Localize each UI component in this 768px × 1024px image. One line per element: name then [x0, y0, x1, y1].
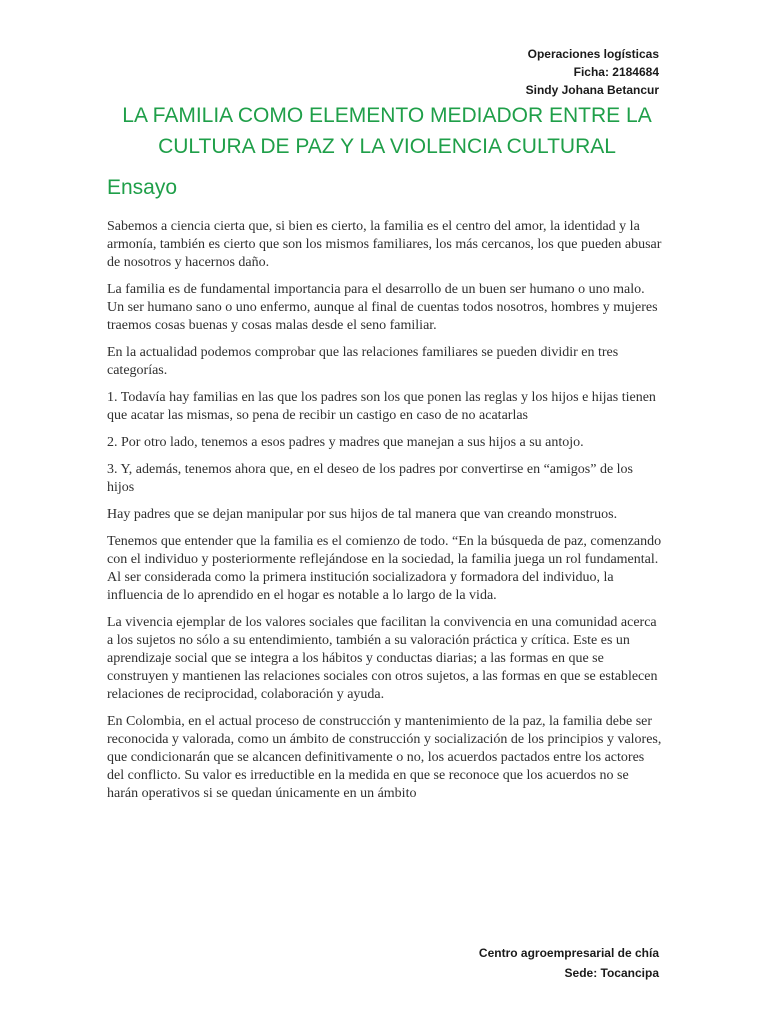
- author-name: Sindy Johana Betancur: [525, 83, 659, 97]
- paragraph: En Colombia, en el actual proceso de construcción y mantenimiento de la paz, la familia debe ser reconocida y valorada, como un ámbito de construcción y socialización de los principios y valores, que condicionarán que se alcancen definitivamente o no, los acuerdos pactados entre los actores del conflicto. Su valor es irreductible en la medida en que se reconoce que los acuerdos no se harán operativos si se quedan únicamente en un ámbito: [107, 714, 662, 801]
- document-title: [107, 100, 667, 162]
- paragraph: La familia es de fundamental importancia para el desarrollo de un buen ser humano o uno malo. Un ser humano sano o uno enfermo, aunque al final de cuentas todos nosotros, hombres y mujeres traemos cosas buenas y cosas malas desde el seno familiar.: [107, 282, 658, 333]
- list-item: 3. Y, además, tenemos ahora que, en el deseo de los padres por convertirse en “amigos” de los hijos: [107, 462, 633, 495]
- center-name: Centro agroempresarial de chía: [478, 946, 659, 960]
- paragraph: En la actualidad podemos comprobar que las relaciones familiares se pueden dividir en tres categorías.: [107, 345, 619, 378]
- paragraph: La vivencia ejemplar de los valores sociales que facilitan la convivencia en una comunidad acerca a los sujetos no sólo a su entendimiento, también a su valoración práctica y crítica. Este es un aprendizaje social que se integra a los hábitos y conductas diarias; a las formas en que se construyen y mantienen las relaciones sociales con otros sujetos, a las formas en que se establecen relaciones de reciprocidad, colaboración y ayuda.: [107, 615, 658, 702]
- document-subtitle: Ensayo: [107, 176, 178, 199]
- list-item: 1. Todavía hay familias en las que los padres son los que ponen las reglas y los hijos e hijas tienen que acatar las mismas, so pena de recibir un castigo en caso de no acatarlas: [107, 390, 656, 423]
- ficha-number: Ficha: 2184684: [573, 65, 659, 79]
- program-name: Operaciones logísticas: [527, 47, 659, 61]
- paragraph: Hay padres que se dejan manipular por sus hijos de tal manera que van creando monstruos.: [107, 507, 618, 522]
- paragraph: Tenemos que entender que la familia es el comienzo de todo. “En la búsqueda de paz, comenzando con el individuo y posteriormente reflejándose en la sociedad, la familia juega un rol fundamental. Al ser considerada como la primera institución socializadora y formadora del individuo, la influencia de lo aprendido en el hogar es notable a lo largo de la vida.: [107, 534, 662, 603]
- sede-name: Sede: Tocancipa: [564, 966, 659, 980]
- paragraph: Sabemos a ciencia cierta que, si bien es cierto, la familia es el centro del amor, la identidad y la armonía, también es cierto que son los mismos familiares, los más cercanos, los que pueden abusar de nosotros y hacernos daño.: [107, 219, 662, 270]
- list-item: 2. Por otro lado, tenemos a esos padres y madres que manejan a sus hijos a su antojo.: [107, 435, 584, 450]
- essay-body: [107, 218, 663, 812]
- title-line-1: LA FAMILIA COMO ELEMENTO MEDIADOR ENTRE LA: [122, 104, 652, 127]
- header-info: [526, 45, 659, 99]
- footer-info: [479, 943, 659, 983]
- title-line-2: CULTURA DE PAZ Y LA VIOLENCIA CULTURAL: [158, 135, 616, 158]
